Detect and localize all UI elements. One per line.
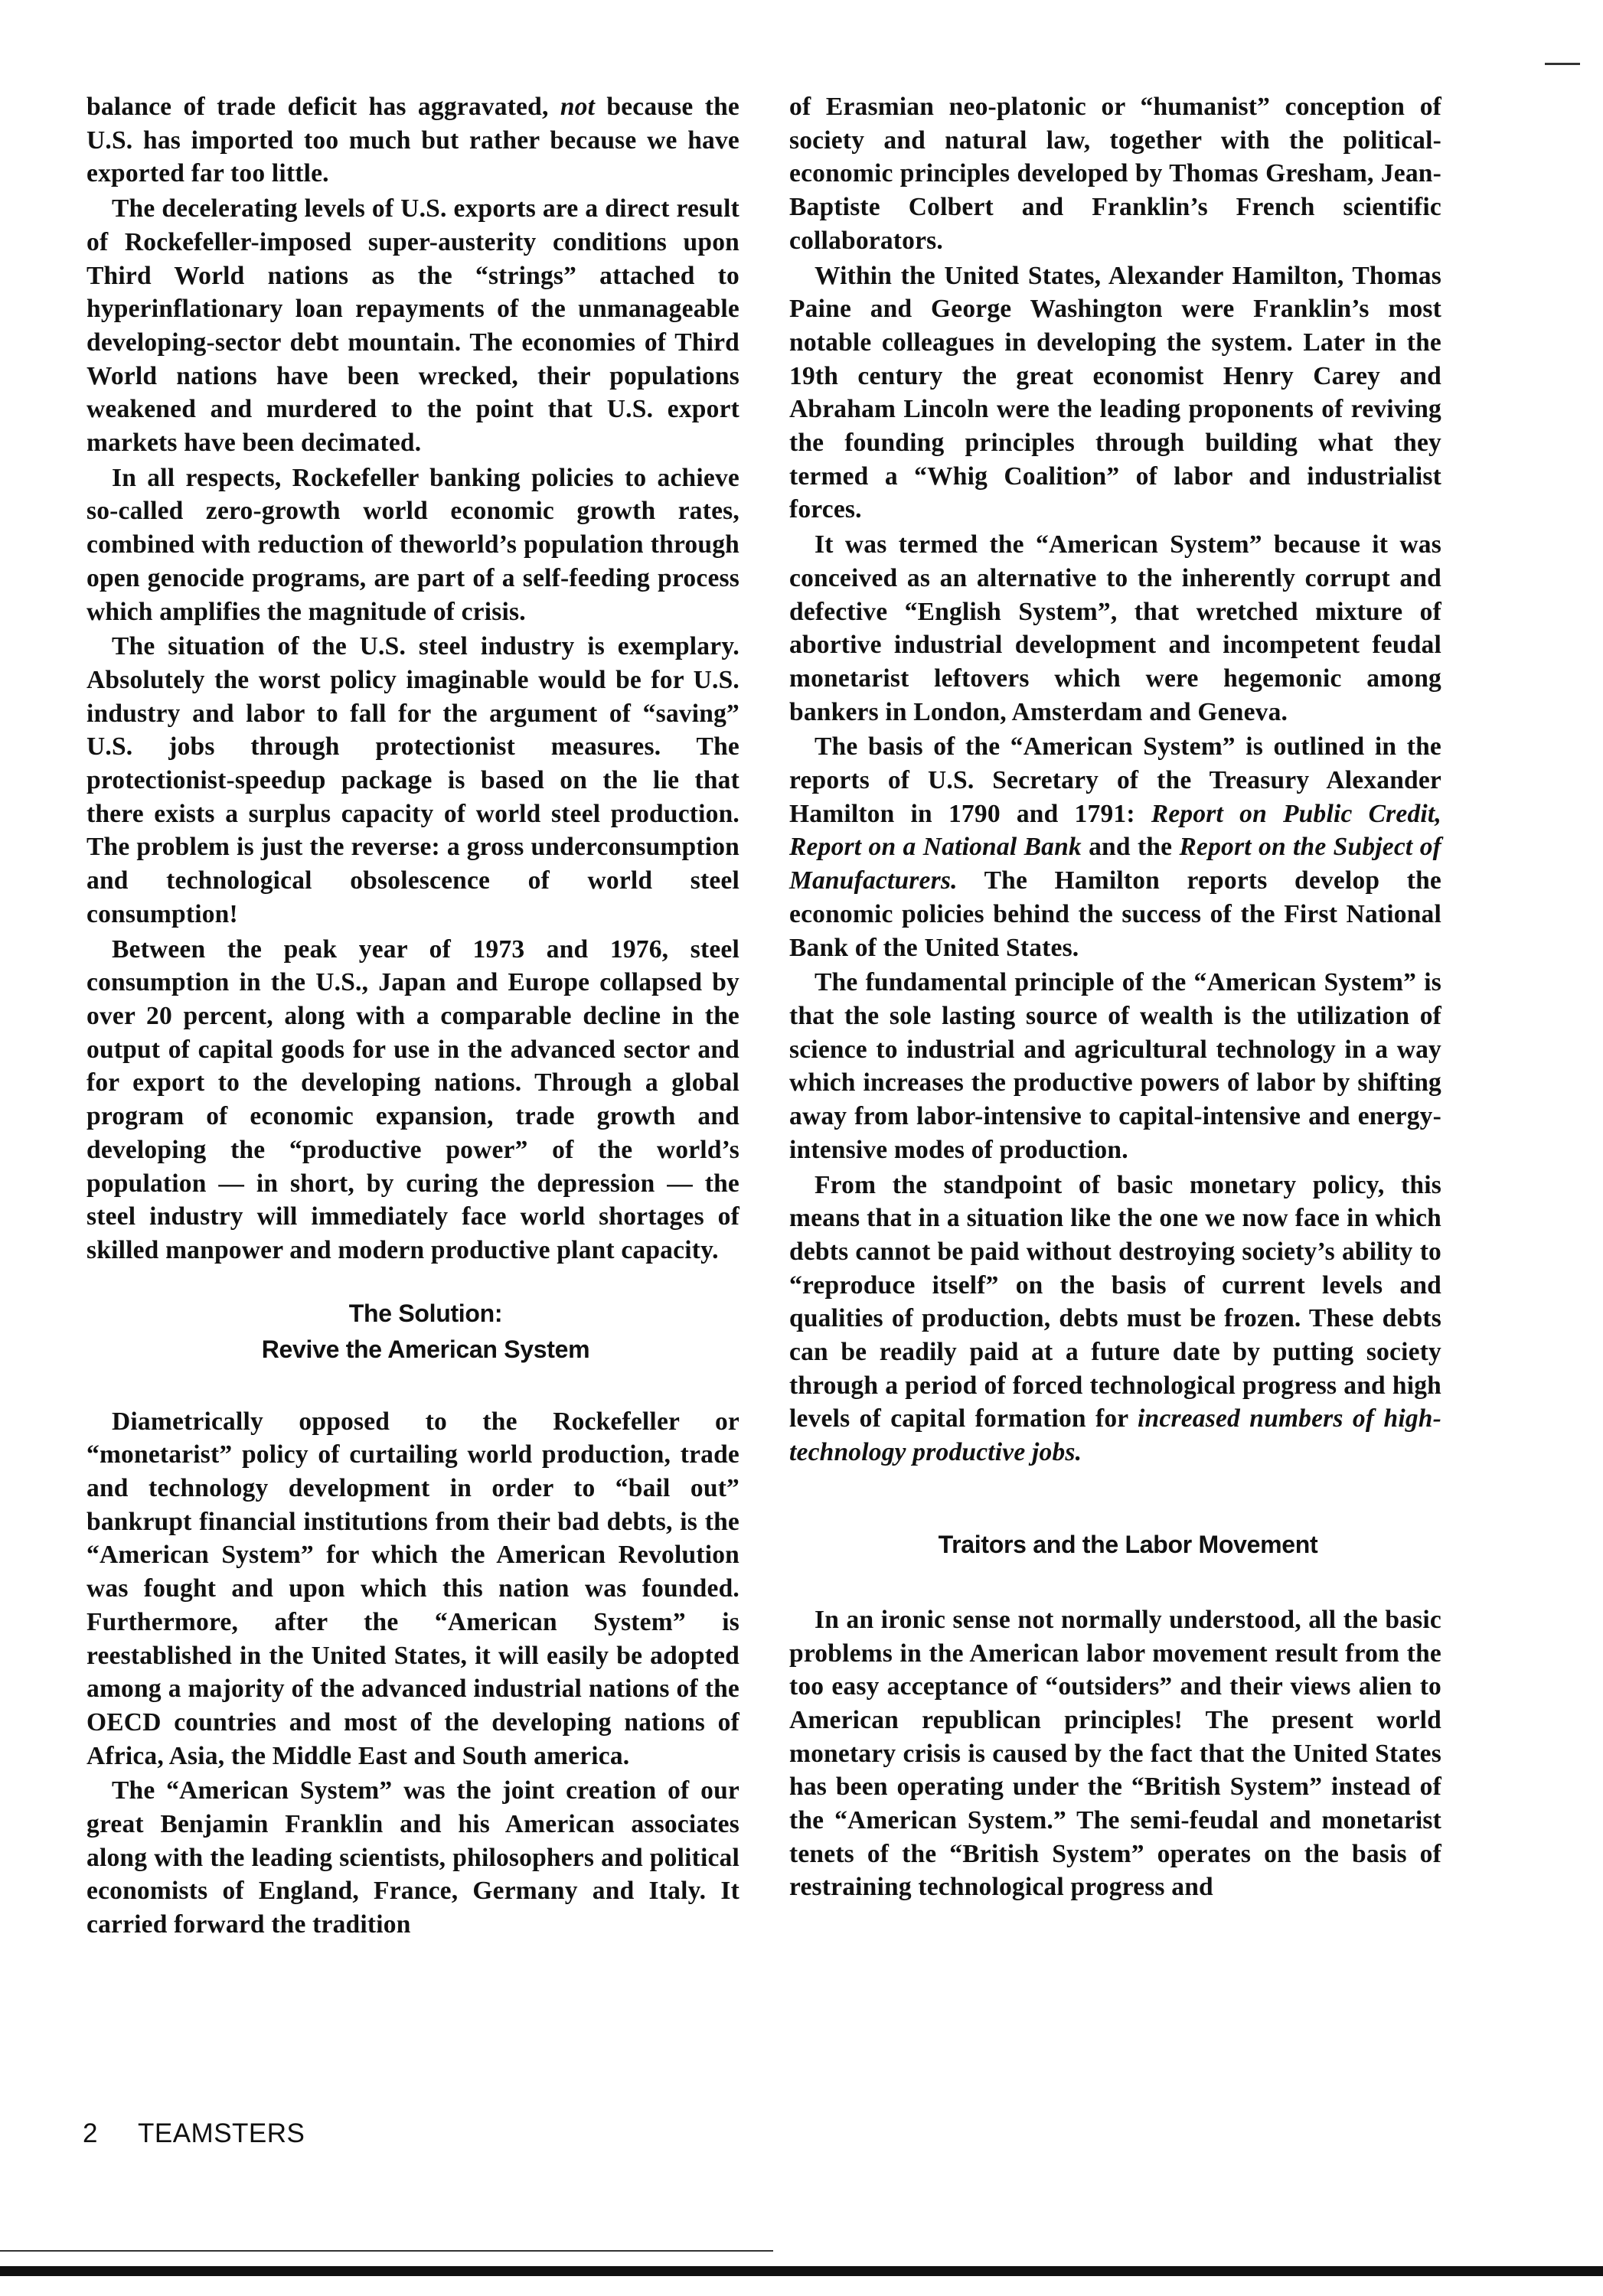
paragraph: Within the United States, Alexander Hamilton, Thomas Paine and George Washington were Franklin’s most notable colleagues in developing the system. Later in the 19th century the great economist Henry Carey and Abraham Lincoln were the leading proponents of reviving the founding principles through building what they termed a “Whig Coalition” of labor and industrialist forces.	[789, 261, 1441, 524]
paragraph: The decelerating levels of U.S. exports are a direct result of Rockefeller-imposed super-austerity conditions upon Third World nations as the “strings” attached to hyperinflationary loan repayments of the unmanageable developing-sector debt mountain. The economies of Third World nations have been wrecked, their populations weakened and murdered to the point that U.S. export markets have been decimated.	[87, 194, 739, 458]
paragraph: Diametrically opposed to the Rockefeller or “monetarist” policy of curtailing world production, trade and technology development in order to “bail out” bankrupt financial institutions from their bad debts, is the “American System” for which the American Revolution was fought and upon which this nation was founded. Furthermore, after the “American System” is reestablished in the United States, it will easily be adopted among a majority of the advanced industrial nations of the OECD countries and most of the developing nations of Africa, Asia, the Middle East and South america.	[87, 1407, 739, 1770]
paragraph: The situation of the U.S. steel industry is exemplary. Absolutely the worst policy imaginable would be for U.S. industry and labor to fall for the argument of “saving” U.S. jobs through protectionist measures. The protectionist-speedup package is based on the lie that there exists a surplus capacity of world steel production. The problem is just the reverse: a gross underconsumption and technological obsolescence of world steel consumption!	[87, 632, 739, 928]
paragraph: The fundamental principle of the “American System” is that the sole lasting source of wealth is the utilization of science to industrial and agricultural technology in a way which increases the productive powers of labor by shifting away from labor-intensive to capital-intensive and energy-intensive modes of production.	[789, 968, 1441, 1164]
corner-mark	[1545, 63, 1580, 65]
paragraph: From the standpoint of basic monetary policy, this means that in a situation like the one we now face in which debts cannot be paid without destroying society’s ability to “reproduce itself” on the basis of current levels and qualities of production, debts must be frozen. These debts can be readily paid at a future date by putting society through a period of forced technological progress and high levels of capital formation for increased numbers of high-technology productive jobs.	[789, 1170, 1441, 1467]
paragraph: of Erasmian neo-platonic or “humanist” conception of society and natural law, together with the political-economic principles developed by Thomas Gresham, Jean-Baptiste Colbert and Franklin’s French scientific collaborators.	[789, 93, 1441, 255]
paragraph: It was termed the “American System” because it was conceived as an alternative to the inherently corrupt and defective “English System”, that wretched mixture of abortive industrial development and incompetent feudal monetarist leftovers which were hegemonic among bankers in London, Amsterdam and Geneva.	[789, 530, 1441, 726]
footer-rule	[0, 2266, 1603, 2276]
heading-line: Revive the American System	[261, 1335, 590, 1363]
heading-line: Traitors and the Labor Movement	[938, 1530, 1318, 1558]
footer-thin-rule	[0, 2250, 773, 2252]
paragraph: The “American System” was the joint creation of our great Benjamin Franklin and his American associates along with the leading scientists, philosophers and political economists of England, France, Germany and Italy. It carried forward the tradition	[87, 1776, 739, 1939]
paragraph: The basis of the “American System” is outlined in the reports of U.S. Secretary of the Treasury Alexander Hamilton in 1790 and 1791: Report on Public Credit, Report on a National Bank and the Report on the Subject of Manufacturers. The Hamilton reports develop the economic policies behind the success of the First National Bank of the United States.	[789, 732, 1442, 962]
paragraph: In all respects, Rockefeller banking policies to achieve so-called zero-growth world economic growth rates, combined with reduction of theworld’s population through open genocide programs, are part of a self-feeding process which amplifies the magnitude of crisis.	[87, 463, 739, 626]
paragraph: Between the peak year of 1973 and 1976, steel consumption in the U.S., Japan and Europe collapsed by over 20 percent, along with a comparable decline in the output of capital goods for use in the advanced sector and for export to the developing nations. Through a global program of economic expansion, trade growth and developing the “productive power” of the world’s population — in short, by curing the depression — the steel industry will immediately face world shortages of skilled manpower and modern productive plant capacity.	[87, 934, 739, 1264]
right-column	[789, 90, 1441, 1906]
paragraph: balance of trade deficit has aggravated, not because the U.S. has imported too much but rather because we have exported far too little.	[87, 93, 739, 188]
page-number: 2	[83, 2118, 98, 2148]
left-column	[87, 90, 739, 1943]
paragraph: In an ironic sense not normally understood, all the basic problems in the American labor movement result from the too easy acceptance of “outsiders” and their views alien to American republican principles! The present world monetary crisis is caused by the fact that the United States has been operating under the “British System” instead of the “American System.” The semi-feudal and monetarist tenets of the “British System” operates on the basis of restraining technological progress and	[789, 1605, 1441, 1902]
publication-name: TEAMSTERS	[137, 2118, 305, 2148]
section-heading-traitors	[789, 1528, 1441, 1562]
section-heading-solution	[87, 1296, 739, 1367]
heading-line: The Solution:	[348, 1299, 503, 1327]
page-footer	[83, 2118, 344, 2149]
